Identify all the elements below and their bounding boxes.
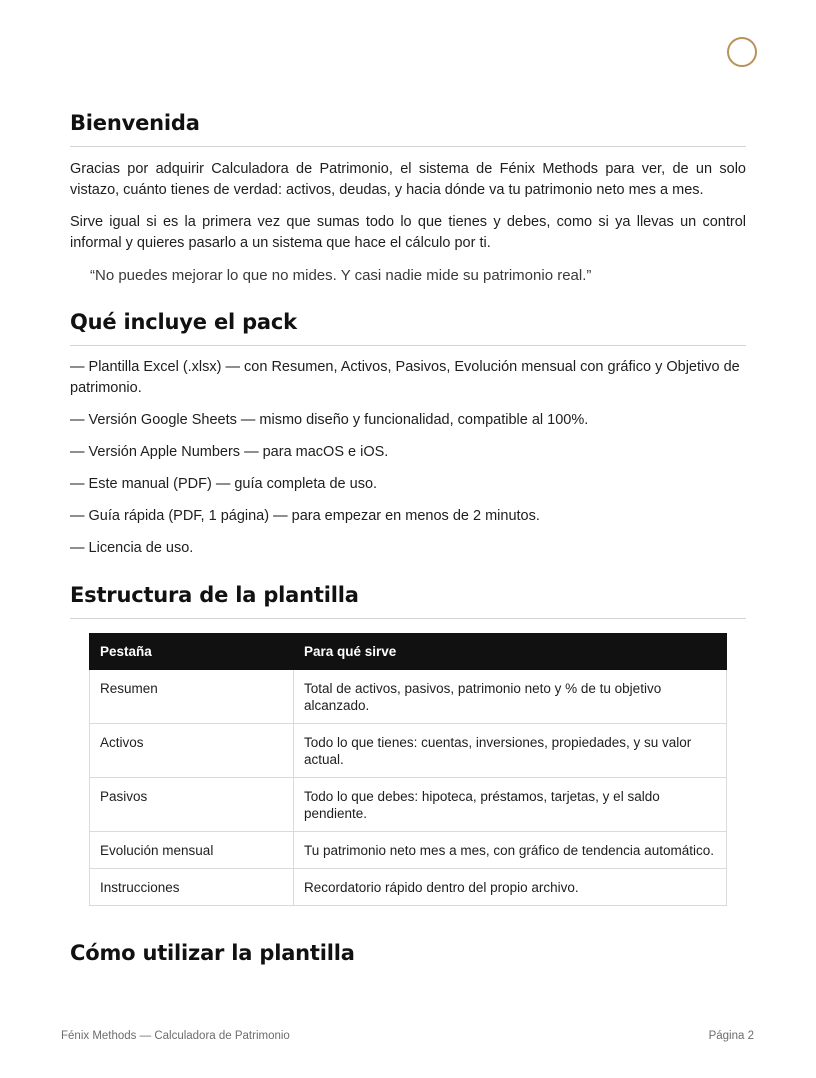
- page-content: [70, 108, 746, 968]
- section-bienvenida: [70, 108, 746, 286]
- table-row: [90, 670, 727, 724]
- intro-paragraph: Gracias por adquirir Calculadora de Patrimonio, el sistema de Fénix Methods para ver, de un solo vistazo, cuánto tienes de verdad: activos, deudas, y hacia dónde va tu patrimonio neto mes a mes.: [70, 161, 746, 198]
- table-header-cell: Para qué sirve: [294, 634, 727, 670]
- section-divider: [70, 146, 746, 147]
- table-cell-purpose: Recordatorio rápido dentro del propio archivo.: [294, 869, 727, 906]
- section-estructura: [70, 580, 746, 906]
- table-cell-purpose: Tu patrimonio neto mes a mes, con gráfico de tendencia automático.: [294, 832, 727, 869]
- table-cell-tab: Pasivos: [90, 778, 294, 832]
- footer-document-title: Fénix Methods — Calculadora de Patrimonio: [61, 1030, 290, 1042]
- table-cell-tab: Instrucciones: [90, 869, 294, 906]
- section-divider: [70, 345, 746, 346]
- section-title-como-utilizar: Cómo utilizar la plantilla: [70, 941, 355, 965]
- table-cell-purpose: Total de activos, pasivos, patrimonio neto y % de tu objetivo alcanzado.: [294, 670, 727, 724]
- section-divider: [70, 618, 746, 619]
- table-row: [90, 832, 727, 869]
- footer-page-number: Página 2: [708, 1030, 754, 1042]
- section-title-bienvenida: Bienvenida: [70, 111, 200, 135]
- pull-quote: “No puedes mejorar lo que no mides. Y casi nadie mide su patrimonio real.”: [90, 267, 592, 284]
- section-como-utilizar: [70, 938, 746, 968]
- structure-table: [89, 633, 727, 906]
- table-cell-purpose: Todo lo que debes: hipoteca, préstamos, tarjetas, y el saldo pendiente.: [294, 778, 727, 832]
- table-row: [90, 869, 727, 906]
- table-row: [90, 724, 727, 778]
- page-footer: [61, 1030, 754, 1042]
- table-header-row: [90, 634, 727, 670]
- table-cell-tab: Activos: [90, 724, 294, 778]
- table-cell-tab: Evolución mensual: [90, 832, 294, 869]
- pack-item: — Este manual (PDF) — guía completa de uso.: [70, 476, 378, 492]
- pack-item: — Licencia de uso.: [70, 540, 194, 556]
- section-pack: [70, 307, 746, 559]
- section-title-pack: Qué incluye el pack: [70, 310, 297, 334]
- table-header-cell: Pestaña: [90, 634, 294, 670]
- pack-item: — Versión Google Sheets — mismo diseño y funcionalidad, compatible al 100%.: [70, 412, 589, 428]
- pack-item: — Versión Apple Numbers — para macOS e iOS.: [70, 444, 389, 460]
- brand-logo-ring: [727, 37, 757, 67]
- table-cell-purpose: Todo lo que tienes: cuentas, inversiones, propiedades, y su valor actual.: [294, 724, 727, 778]
- section-title-estructura: Estructura de la plantilla: [70, 583, 359, 607]
- intro-paragraph: Sirve igual si es la primera vez que sumas todo lo que tienes y debes, como si ya llevas un control informal y quieres pasarlo a un sistema que hace el cálculo por ti.: [70, 214, 746, 251]
- table-row: [90, 778, 727, 832]
- table-cell-tab: Resumen: [90, 670, 294, 724]
- pack-item: — Guía rápida (PDF, 1 página) — para empezar en menos de 2 minutos.: [70, 508, 540, 524]
- pack-item: — Plantilla Excel (.xlsx) — con Resumen, Activos, Pasivos, Evolución mensual con gráfico y Objetivo de patrimonio.: [70, 359, 740, 396]
